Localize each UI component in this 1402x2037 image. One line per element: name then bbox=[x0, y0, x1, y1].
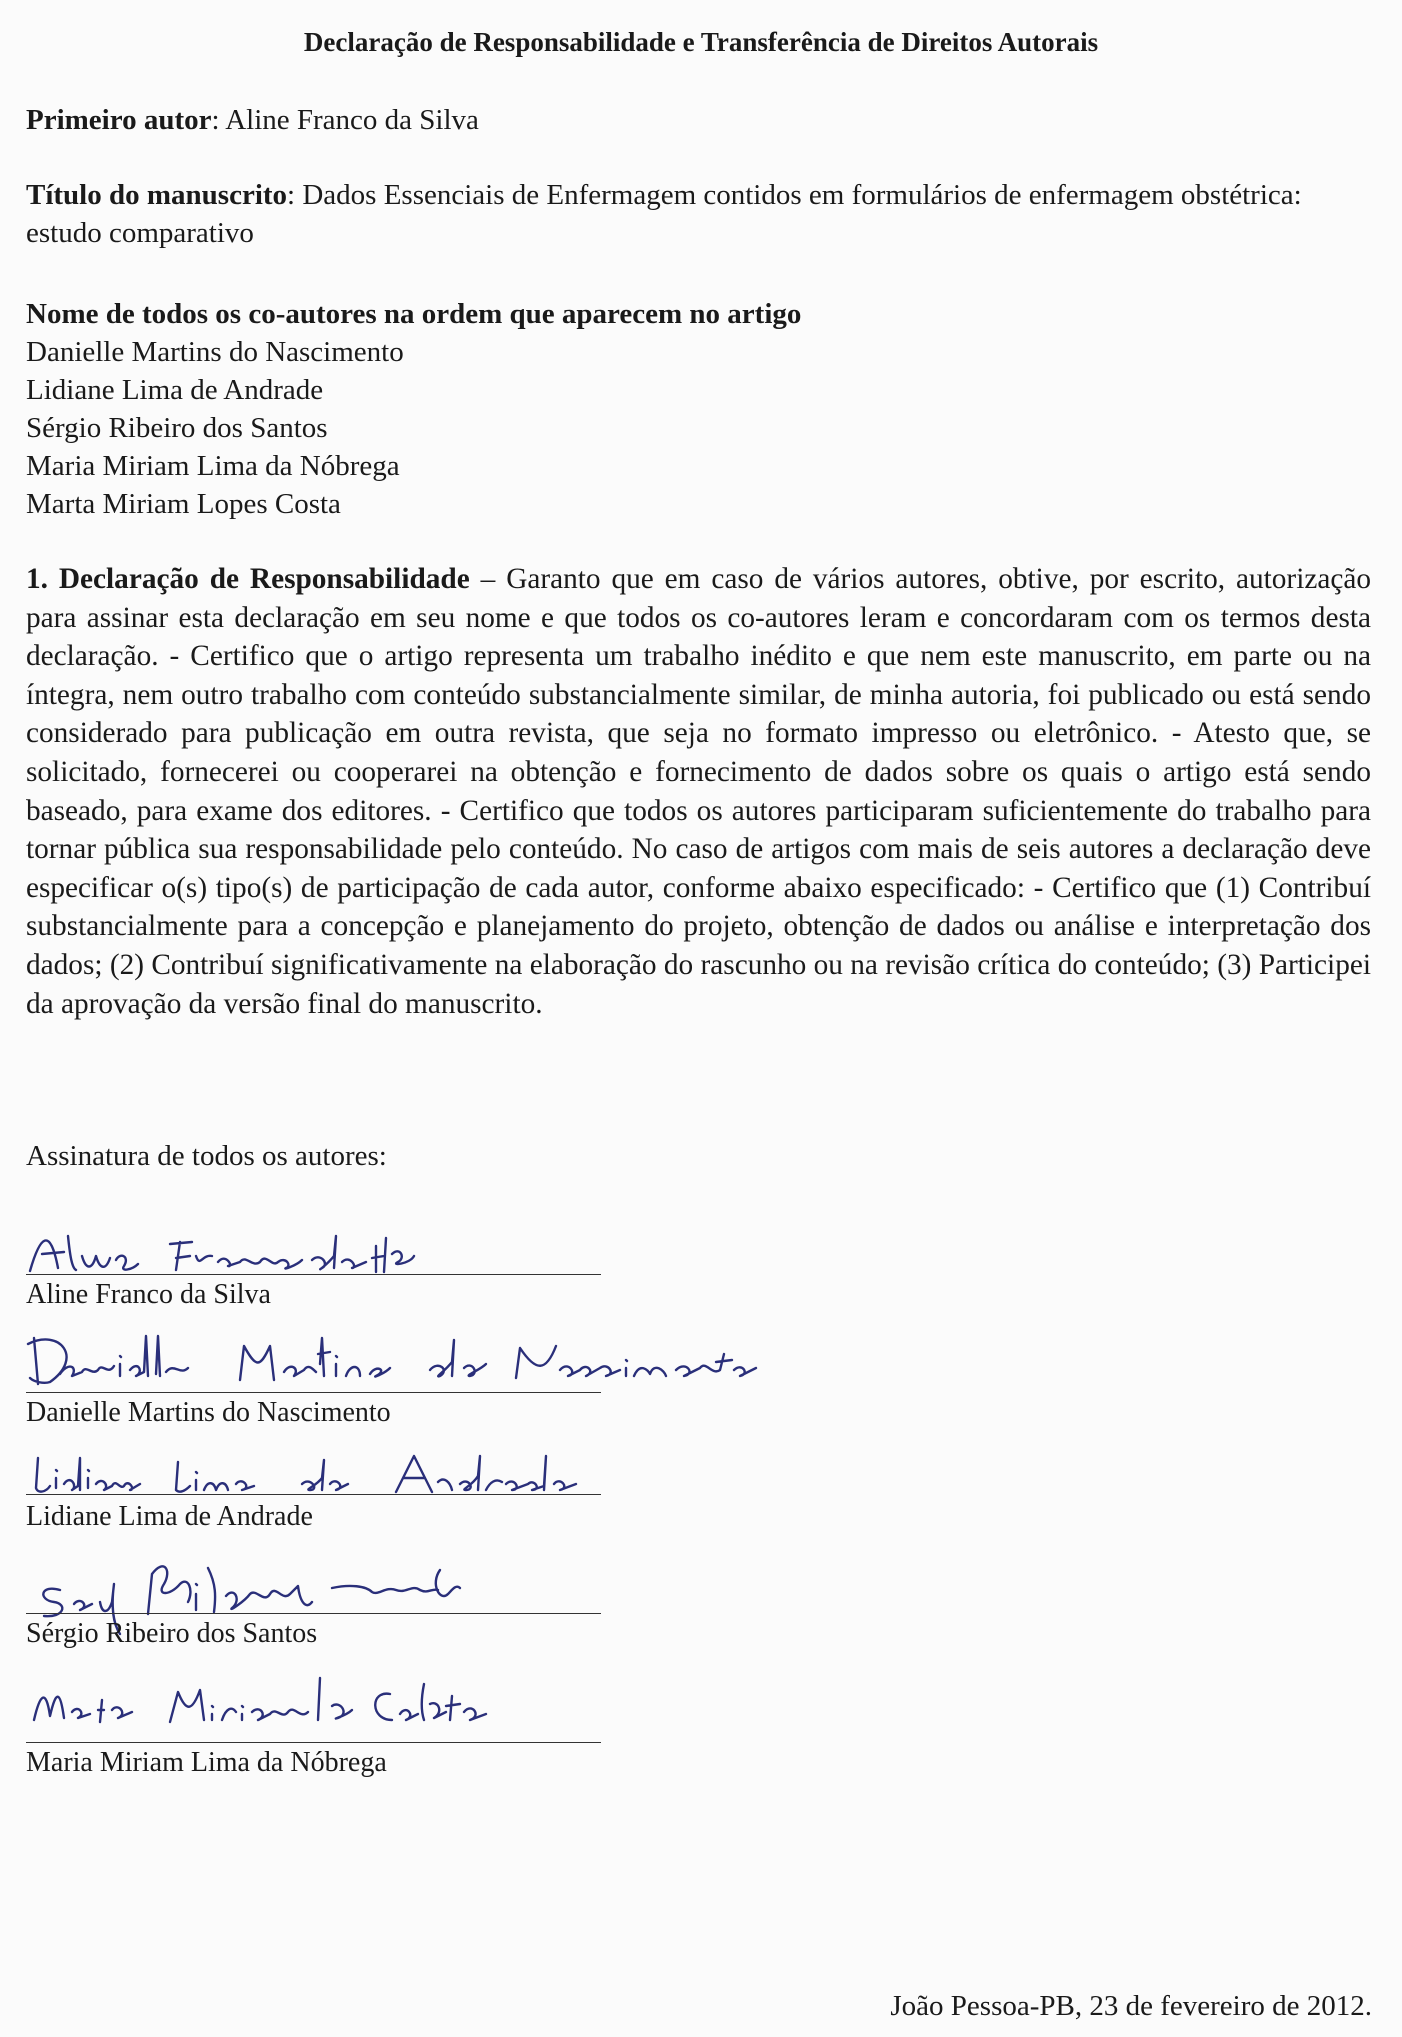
coauthor-name: Sérgio Ribeiro dos Santos bbox=[26, 412, 328, 444]
signature-printed-name: Lidiane Lima de Andrade bbox=[26, 1501, 313, 1532]
coauthor-name: Lidiane Lima de Andrade bbox=[26, 374, 324, 406]
coauthors-heading: Nome de todos os co-autores na ordem que aparecem no artigo bbox=[26, 298, 802, 330]
first-author-separator: : bbox=[211, 104, 220, 136]
coauthor-name: Danielle Martins do Nascimento bbox=[26, 336, 404, 368]
manuscript-title-line bbox=[26, 176, 1371, 252]
declaration-body: – Garanto que em caso de vários autores, obtive, por escrito, autorização para assinar esta declaração em seu nome e que todos os co-autores leram e concordaram com os termos desta declaração. - Certifico que o artigo representa um trabalho inédito e que nem este manuscrito, em parte ou na íntegra, nem outro trabalho com conteúdo substancialmente similar, de minha autoria, foi publicado ou está sendo considerado para publicação em outra revista, que seja no formato impresso ou eletrônico. - Atesto que, se solicitado, fornecerei ou cooperarei na obtenção e fornecimento de dados sobre os quais o artigo está sendo baseado, para exame dos editores. - Certifico que todos os autores participaram suficientemente do trabalho para tornar pública sua responsabilidade pelo conteúdo. No caso de artigos com mais de seis autores a declaração deve especificar o(s) tipo(s) de participação de cada autor, conforme abaixo especificado: - Certifico que (1) Contribuí substancialmente para a concepção e planejamento do projeto, obtenção de dados ou análise e interpretação dos dados; (2) Contribuí significativamente na elaboração do rascunho ou na revisão crítica do conteúdo; (3) Participei da aprovação da versão final do manuscrito. bbox=[26, 563, 1371, 1020]
coauthor-name: Marta Miriam Lopes Costa bbox=[26, 488, 341, 520]
document-title: Declaração de Responsabilidade e Transferência de Direitos Autorais bbox=[303, 27, 1099, 57]
first-author-label: Primeiro autor bbox=[26, 104, 212, 136]
handwritten-signature bbox=[20, 1664, 600, 1734]
manuscript-title-label: Título do manuscrito bbox=[26, 179, 288, 211]
signature-line bbox=[26, 1274, 601, 1275]
handwritten-signature bbox=[20, 1318, 840, 1398]
signature-entry bbox=[26, 1698, 616, 1808]
signature-line bbox=[26, 1613, 601, 1614]
first-author-value: Aline Franco da Silva bbox=[219, 104, 479, 136]
signature-printed-name: Maria Miriam Lima da Nóbrega bbox=[26, 1747, 387, 1778]
signatures-heading: Assinatura de todos os autores: bbox=[26, 1140, 387, 1172]
signature-printed-name: Sérgio Ribeiro dos Santos bbox=[26, 1618, 318, 1649]
handwritten-signature bbox=[20, 1216, 620, 1286]
responsibility-declaration bbox=[26, 560, 1371, 1023]
signature-line bbox=[26, 1494, 601, 1495]
signature-line bbox=[26, 1392, 601, 1393]
coauthor-name: Maria Miriam Lima da Nóbrega bbox=[26, 450, 400, 482]
place-and-date: João Pessoa-PB, 23 de fevereiro de 2012. bbox=[890, 1990, 1372, 2022]
signature-line bbox=[26, 1742, 601, 1743]
declaration-heading: 1. Declaração de Responsabilidade bbox=[26, 563, 470, 595]
signature-printed-name: Danielle Martins do Nascimento bbox=[26, 1397, 391, 1428]
first-author-line bbox=[26, 101, 1371, 139]
coauthors-section bbox=[26, 295, 1371, 523]
manuscript-title-value: Dados Essenciais de Enfermagem contidos em formulários de enfermagem obstétrica: estudo comparativo bbox=[26, 179, 1302, 249]
signature-printed-name: Aline Franco da Silva bbox=[26, 1279, 271, 1310]
manuscript-title-separator: : bbox=[287, 179, 296, 211]
